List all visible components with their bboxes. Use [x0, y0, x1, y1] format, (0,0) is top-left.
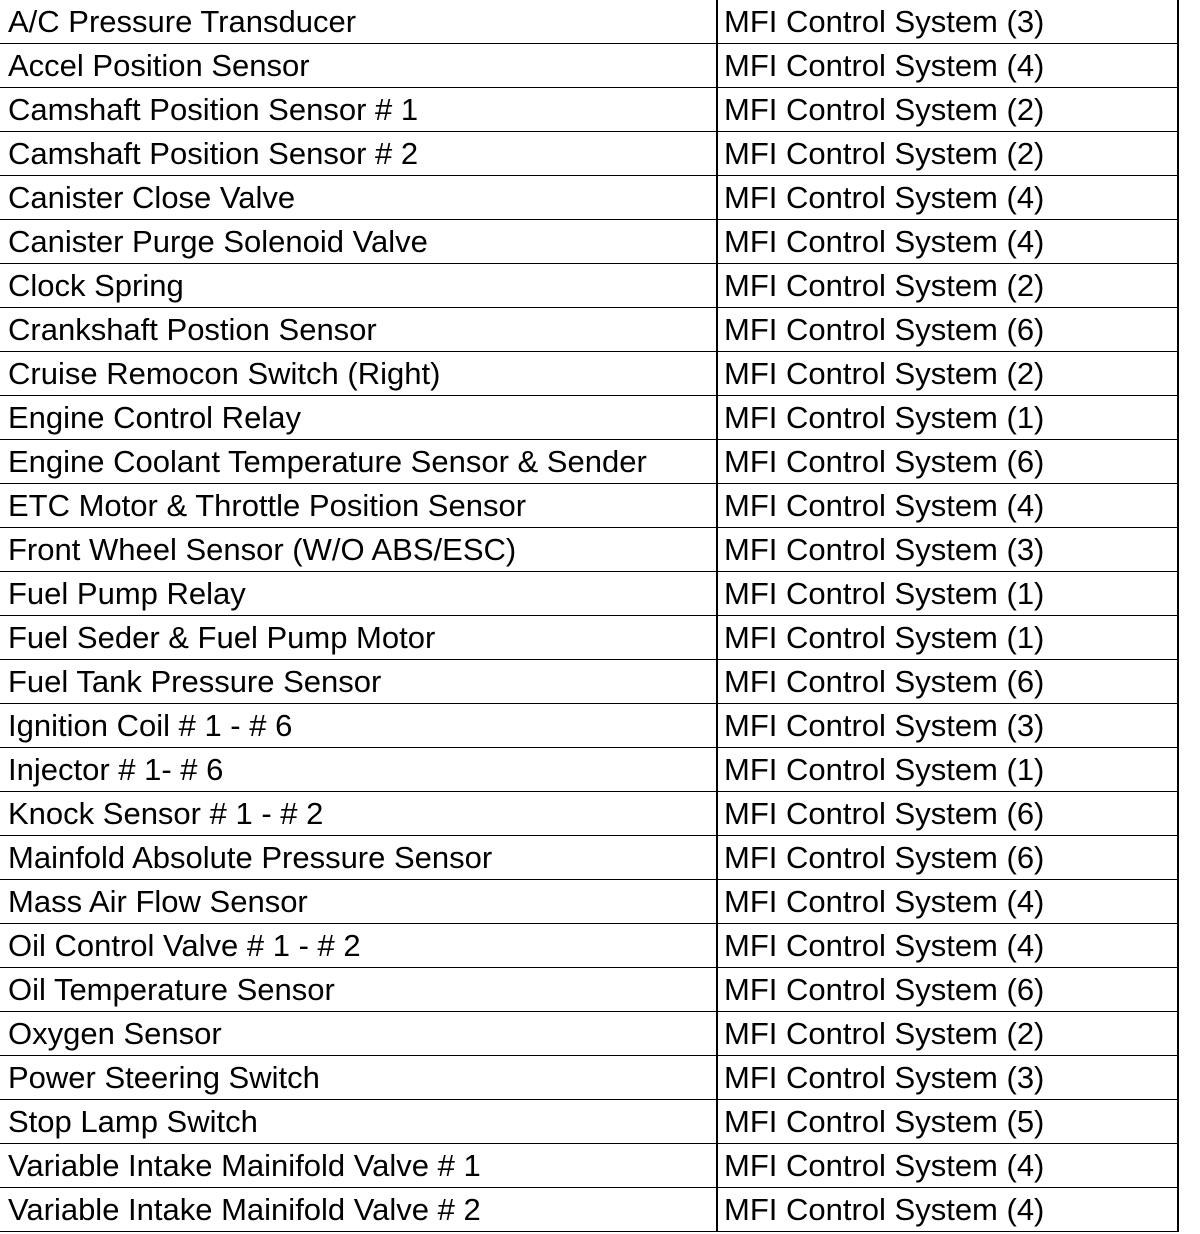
component-name-cell: Mainfold Absolute Pressure Sensor: [0, 836, 717, 880]
component-name-cell: Injector # 1- # 6: [0, 748, 717, 792]
table-row: [0, 44, 1178, 88]
component-name-cell: Canister Close Valve: [0, 176, 717, 220]
table-row: [0, 880, 1178, 924]
location-cell: MFI Control System (4): [717, 220, 1178, 264]
component-name-cell: Variable Intake Mainifold Valve # 1: [0, 1144, 717, 1188]
table-row: [0, 440, 1178, 484]
component-name-cell: Power Steering Switch: [0, 1056, 717, 1100]
table-row: [0, 88, 1178, 132]
table-row: [0, 528, 1178, 572]
component-name-cell: Fuel Seder & Fuel Pump Motor: [0, 616, 717, 660]
table-row: [0, 1188, 1178, 1232]
location-cell: MFI Control System (6): [717, 660, 1178, 704]
component-name-cell: Mass Air Flow Sensor: [0, 880, 717, 924]
component-name-cell: Crankshaft Postion Sensor: [0, 308, 717, 352]
location-cell: MFI Control System (6): [717, 792, 1178, 836]
component-name-cell: Oil Control Valve # 1 - # 2: [0, 924, 717, 968]
location-cell: MFI Control System (4): [717, 44, 1178, 88]
location-cell: MFI Control System (3): [717, 704, 1178, 748]
location-cell: MFI Control System (4): [717, 924, 1178, 968]
table-row: [0, 1144, 1178, 1188]
location-cell: MFI Control System (5): [717, 1100, 1178, 1144]
table-row: [0, 616, 1178, 660]
location-cell: MFI Control System (2): [717, 264, 1178, 308]
table-row: [0, 0, 1178, 44]
table-row: [0, 396, 1178, 440]
table-row: [0, 792, 1178, 836]
component-name-cell: Camshaft Position Sensor # 2: [0, 132, 717, 176]
location-cell: MFI Control System (3): [717, 528, 1178, 572]
location-cell: MFI Control System (1): [717, 616, 1178, 660]
table-row: [0, 748, 1178, 792]
component-name-cell: Stop Lamp Switch: [0, 1100, 717, 1144]
table-row: [0, 132, 1178, 176]
component-name-cell: Oil Temperature Sensor: [0, 968, 717, 1012]
component-name-cell: Variable Intake Mainifold Valve # 2: [0, 1188, 717, 1232]
location-cell: MFI Control System (2): [717, 1012, 1178, 1056]
component-name-cell: Oxygen Sensor: [0, 1012, 717, 1056]
component-name-cell: Engine Coolant Temperature Sensor & Sender: [0, 440, 717, 484]
location-cell: MFI Control System (4): [717, 1188, 1178, 1232]
location-cell: MFI Control System (3): [717, 0, 1178, 44]
component-name-cell: Camshaft Position Sensor # 1: [0, 88, 717, 132]
location-cell: MFI Control System (1): [717, 396, 1178, 440]
location-cell: MFI Control System (2): [717, 132, 1178, 176]
location-cell: MFI Control System (3): [717, 1056, 1178, 1100]
location-cell: MFI Control System (6): [717, 836, 1178, 880]
table-row: [0, 352, 1178, 396]
table-row: [0, 484, 1178, 528]
location-cell: MFI Control System (6): [717, 968, 1178, 1012]
location-cell: MFI Control System (4): [717, 880, 1178, 924]
location-cell: MFI Control System (2): [717, 88, 1178, 132]
location-cell: MFI Control System (2): [717, 352, 1178, 396]
location-cell: MFI Control System (1): [717, 572, 1178, 616]
component-name-cell: Clock Spring: [0, 264, 717, 308]
component-name-cell: Cruise Remocon Switch (Right): [0, 352, 717, 396]
table-row: [0, 704, 1178, 748]
component-name-cell: Front Wheel Sensor (W/O ABS/ESC): [0, 528, 717, 572]
component-name-cell: Fuel Pump Relay: [0, 572, 717, 616]
table-row: [0, 968, 1178, 1012]
component-name-cell: Fuel Tank Pressure Sensor: [0, 660, 717, 704]
location-cell: MFI Control System (4): [717, 1144, 1178, 1188]
table-row: [0, 836, 1178, 880]
location-cell: MFI Control System (1): [717, 748, 1178, 792]
table-row: [0, 1056, 1178, 1100]
table-row: [0, 176, 1178, 220]
location-cell: MFI Control System (6): [717, 308, 1178, 352]
component-name-cell: Accel Position Sensor: [0, 44, 717, 88]
location-cell: MFI Control System (6): [717, 440, 1178, 484]
component-name-cell: Canister Purge Solenoid Valve: [0, 220, 717, 264]
component-name-cell: Engine Control Relay: [0, 396, 717, 440]
component-name-cell: ETC Motor & Throttle Position Sensor: [0, 484, 717, 528]
table-row: [0, 308, 1178, 352]
table-row: [0, 1012, 1178, 1056]
table-row: [0, 264, 1178, 308]
component-name-cell: Ignition Coil # 1 - # 6: [0, 704, 717, 748]
location-cell: MFI Control System (4): [717, 176, 1178, 220]
component-name-cell: Knock Sensor # 1 - # 2: [0, 792, 717, 836]
table-row: [0, 924, 1178, 968]
table-row: [0, 1100, 1178, 1144]
table-row: [0, 220, 1178, 264]
location-cell: MFI Control System (4): [717, 484, 1178, 528]
table-row: [0, 660, 1178, 704]
component-name-cell: A/C Pressure Transducer: [0, 0, 717, 44]
table-row: [0, 572, 1178, 616]
